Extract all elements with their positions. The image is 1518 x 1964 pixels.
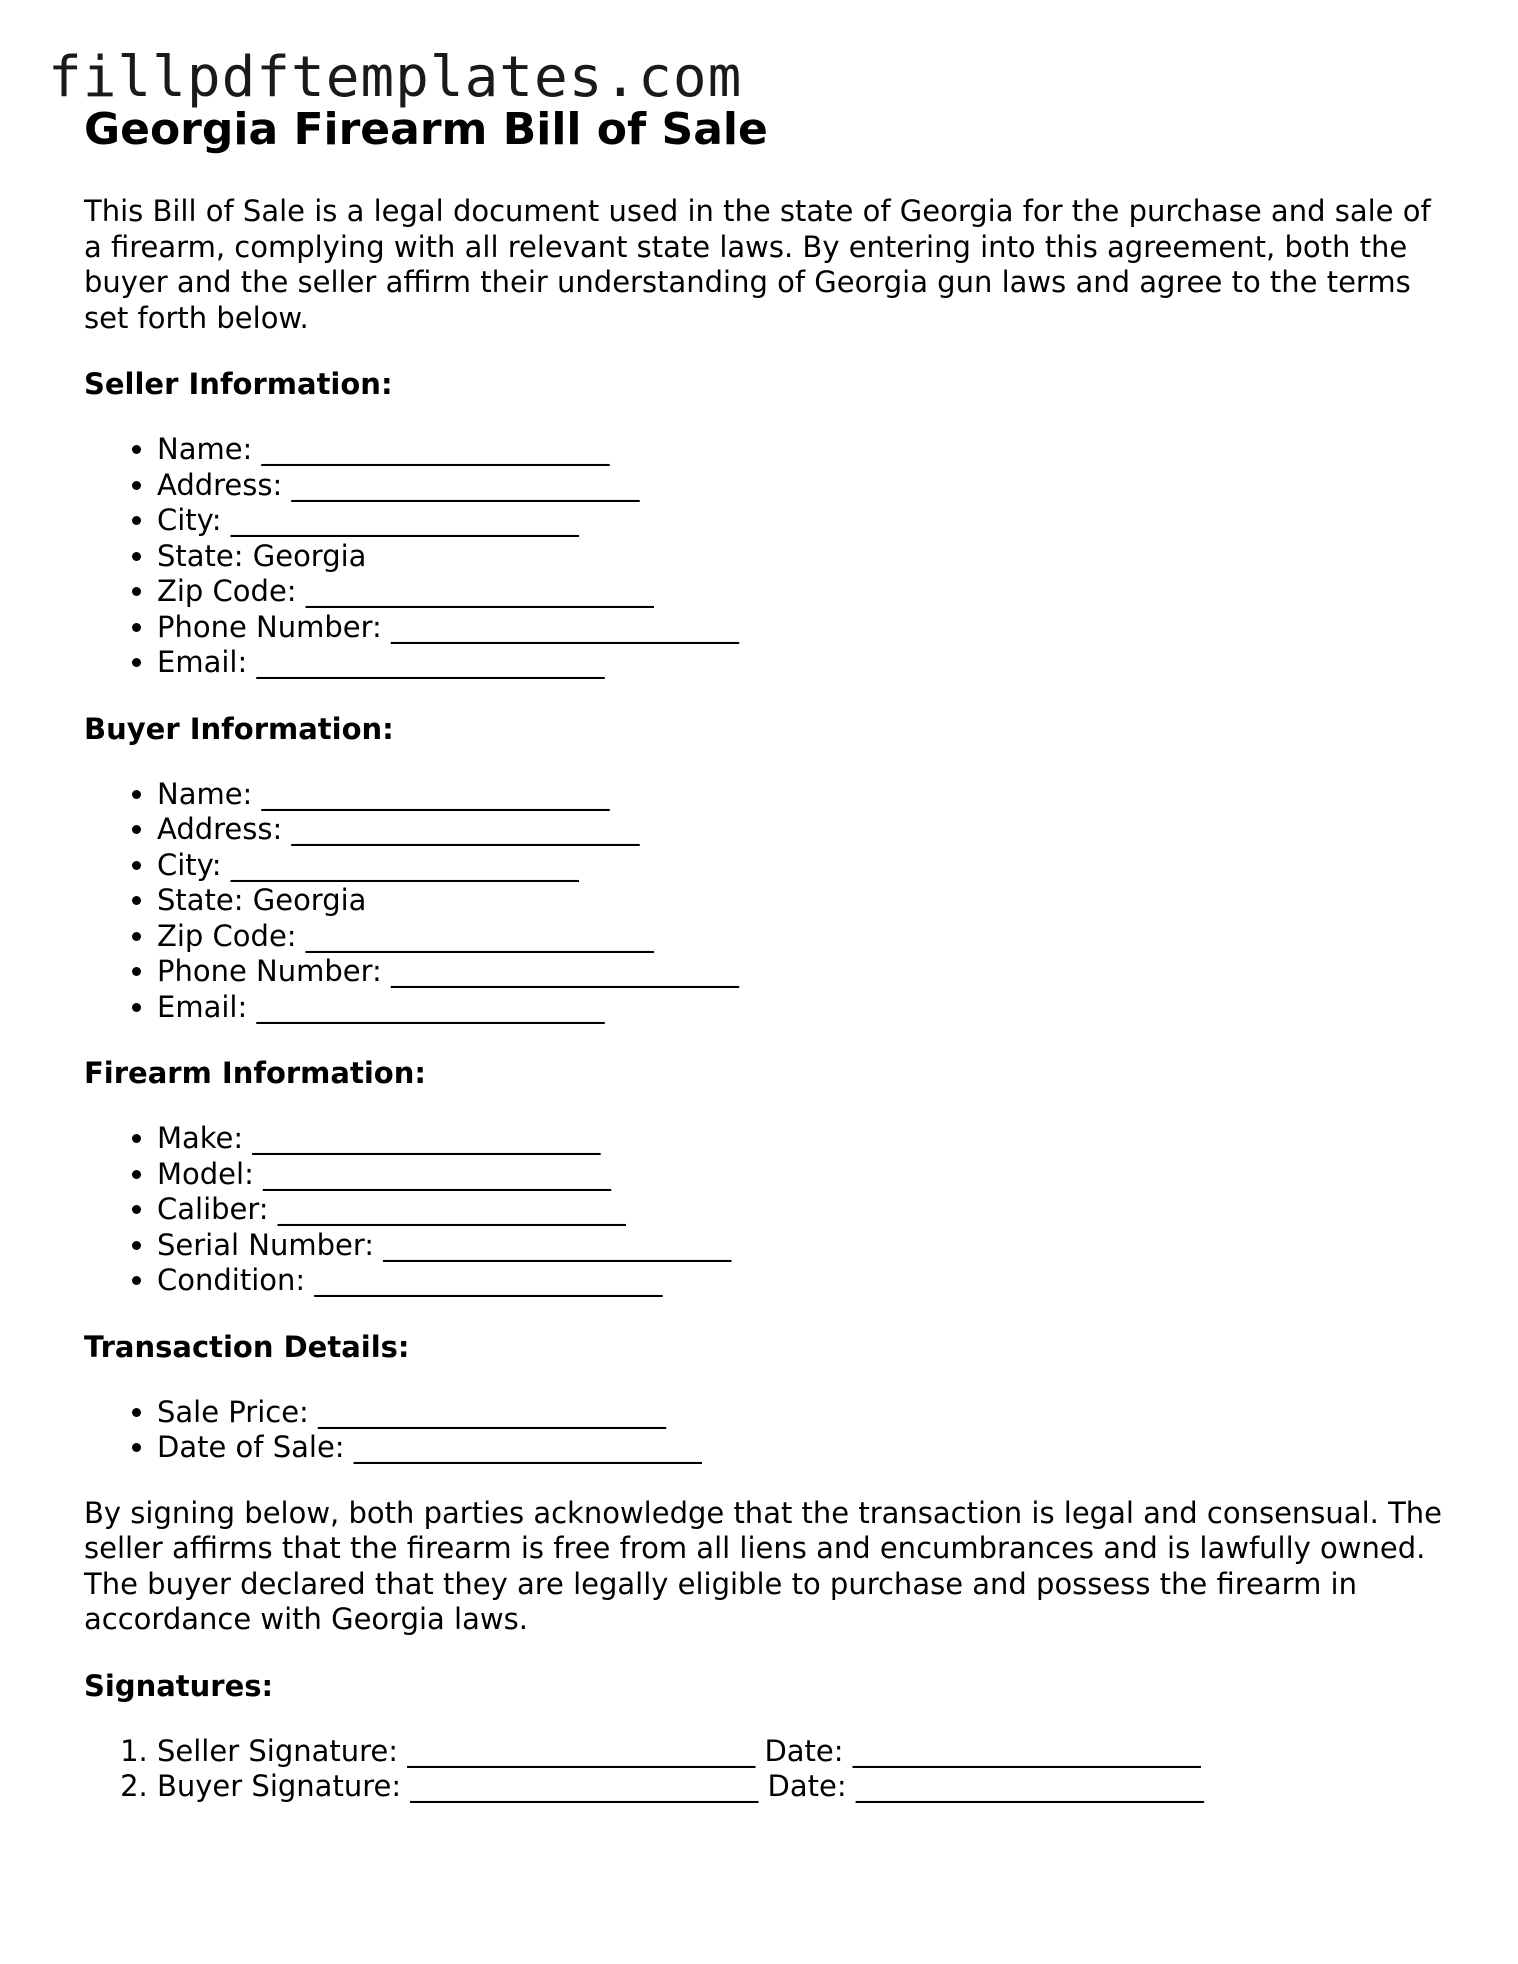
transaction-section-heading: Transaction Details:: [84, 1329, 410, 1364]
buyer-city-field: • City: ________________________: [157, 848, 1444, 884]
signature-list: [84, 1734, 1444, 1805]
seller-phone-field: • Phone Number: ________________________: [157, 610, 1444, 646]
date-of-sale-field: • Date of Sale: ________________________: [157, 1430, 1444, 1466]
seller-address-field: • Address: ________________________: [157, 468, 1444, 504]
buyer-zip-field: • Zip Code: ________________________: [157, 919, 1444, 955]
firearm-model-field: • Model: ________________________: [157, 1157, 1444, 1193]
intro-paragraph: This Bill of Sale is a legal document used in the state of Georgia for the purchase and sale of a firearm, complying with all relevant state laws. By entering into this agreement, both the buyer and the seller affirm their understanding of Georgia gun laws and agree to the terms set forth below.: [84, 194, 1431, 335]
firearm-field-list: [84, 1121, 1444, 1299]
seller-section-heading: Seller Information:: [84, 367, 393, 401]
buyer-signature-line: 2. Buyer Signature: ________________________ Date: ________________________: [157, 1769, 1444, 1805]
firearm-serial-field: • Serial Number: ________________________: [157, 1228, 1444, 1264]
seller-name-field: • Name: ________________________: [157, 432, 1444, 468]
buyer-name-field: • Name: ________________________: [157, 777, 1444, 813]
page-title: Georgia Firearm Bill of Sale: [84, 104, 768, 155]
firearm-section-heading: Firearm Information:: [84, 1056, 426, 1090]
buyer-address-field: • Address: ________________________: [157, 812, 1444, 848]
site-watermark: fillpdftemplates.com: [48, 45, 743, 110]
sale-price-field: • Sale Price: ________________________: [157, 1395, 1444, 1431]
document-body: [84, 102, 1444, 1805]
seller-signature-line: 1. Seller Signature: ________________________ Date: ________________________: [157, 1734, 1444, 1770]
acknowledgement-paragraph: By signing below, both parties acknowledge that the transaction is legal and consensual. The seller affirms that the firearm is free from all liens and encumbrances and is lawfully owned. The buyer declared that they are legally eligible to purchase and possess the firearm in accordance with Georgia laws.: [84, 1495, 1443, 1636]
firearm-condition-field: • Condition: ________________________: [157, 1263, 1444, 1299]
buyer-phone-field: • Phone Number: ________________________: [157, 954, 1444, 990]
seller-field-list: [84, 432, 1444, 681]
seller-zip-field: • Zip Code: ________________________: [157, 574, 1444, 610]
transaction-field-list: [84, 1395, 1444, 1466]
seller-state-field: • State: Georgia: [157, 539, 1444, 575]
firearm-caliber-field: • Caliber: ________________________: [157, 1192, 1444, 1228]
seller-email-field: • Email: ________________________: [157, 645, 1444, 681]
buyer-email-field: • Email: ________________________: [157, 990, 1444, 1026]
buyer-section-heading: Buyer Information:: [84, 711, 394, 746]
buyer-field-list: [84, 777, 1444, 1026]
buyer-state-field: • State: Georgia: [157, 883, 1444, 919]
seller-city-field: • City: ________________________: [157, 503, 1444, 539]
firearm-make-field: • Make: ________________________: [157, 1121, 1444, 1157]
signatures-section-heading: Signatures:: [84, 1668, 274, 1703]
